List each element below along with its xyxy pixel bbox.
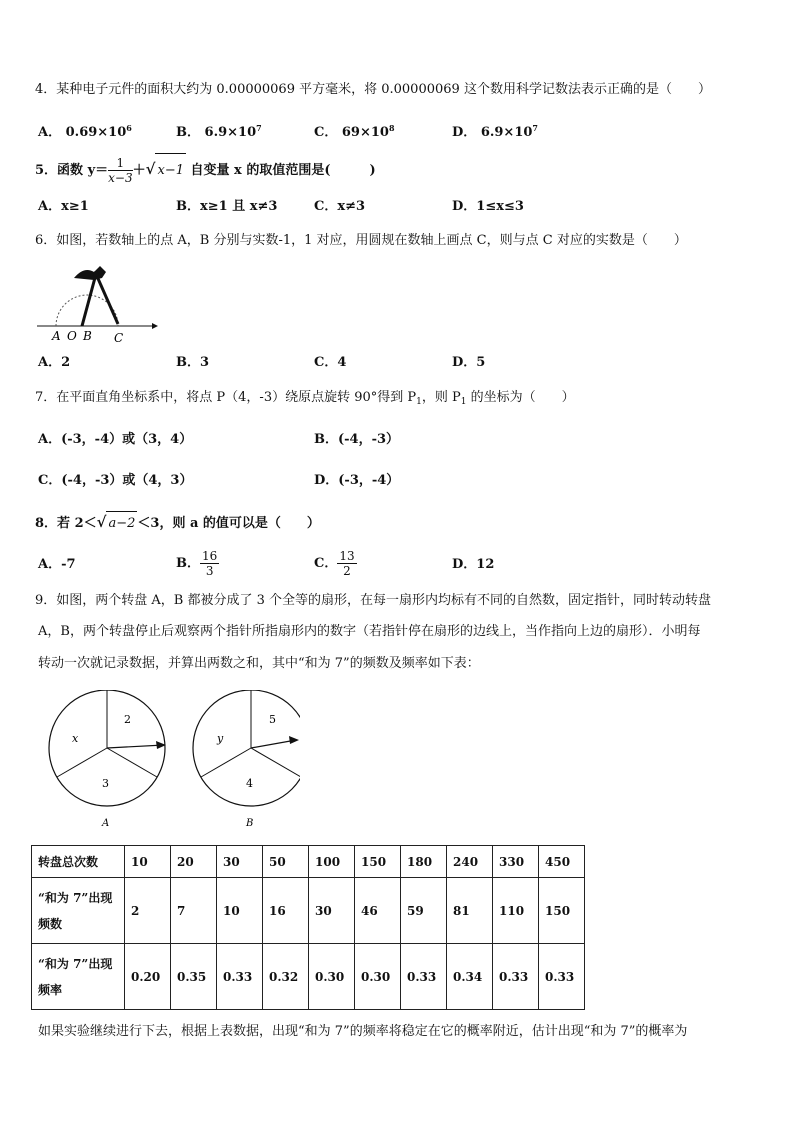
table-cell: 150 — [539, 878, 585, 944]
spinner-a — [49, 690, 166, 829]
table-row-rate — [32, 944, 585, 1010]
table-header-totals: 转盘总次数 — [32, 846, 125, 878]
q5-option-d[interactable]: D．1≤x≤3 — [452, 199, 524, 214]
q6-stem: 6．如图，若数轴上的点 A，B 分别与实数-1，1 对应，用圆规在数轴上画点 C，则与点 C 对应的实数是（ ） — [35, 233, 687, 248]
table-cell: 16 — [263, 878, 309, 944]
q4-stem: 4．某种电子元件的面积大约为 0.00000069 平方毫米，将 0.00000069 这个数用科学记数法表示正确的是（ ） — [35, 82, 711, 97]
q7-stem: 7．在平面直角坐标系中，将点 P（4，-3）绕原点旋转 90°得到 $P_1$，则 $P_1$ 的坐标为（ ） — [35, 390, 575, 407]
q5-option-a[interactable]: A．x≥1 — [38, 199, 89, 214]
table-cell: 0.20 — [125, 944, 171, 1010]
table-cell: 0.33 — [401, 944, 447, 1010]
spinner-b-bottom-number: 4 — [246, 777, 253, 790]
frequency-table — [31, 845, 585, 1010]
compass-leg-right — [96, 274, 118, 324]
table-cell: 0.34 — [447, 944, 493, 1010]
table-cell: 10 — [217, 878, 263, 944]
point-c-label: C — [114, 331, 124, 344]
table-cell: 2 — [125, 878, 171, 944]
q5-sqrt: x−1 — [155, 153, 186, 188]
table-cell: 450 — [539, 846, 585, 878]
table-cell: 50 — [263, 846, 309, 878]
spinner-a-bottom-number: 3 — [102, 777, 109, 790]
table-cell: 0.35 — [171, 944, 217, 1010]
table-cell: 46 — [355, 878, 401, 944]
q8-option-a[interactable]: A．-7 — [38, 557, 76, 572]
table-cell: 30 — [217, 846, 263, 878]
q8-option-d[interactable]: D．12 — [452, 557, 495, 572]
spinner-b — [193, 690, 300, 829]
table-header-rate: “和为 7”出现频率 — [32, 944, 125, 1010]
q7-option-d[interactable]: D．(-3，-4） — [314, 473, 400, 488]
table-cell: 7 — [171, 878, 217, 944]
table-cell: 0.33 — [539, 944, 585, 1010]
table-header-frequency: “和为 7”出现频数 — [32, 878, 125, 944]
table-cell: 240 — [447, 846, 493, 878]
table-cell: 0.33 — [217, 944, 263, 1010]
table-cell: 30 — [309, 878, 355, 944]
q4-option-c[interactable]: C． $69\times 10^8$ — [314, 123, 395, 140]
table-cell: 0.33 — [493, 944, 539, 1010]
q9-line-1: 9．如图，两个转盘 A，B 都被分成了 3 个全等的扇形，在每一扇形内均标有不同的自然数，固定指针，同时转动转盘 — [35, 593, 712, 608]
q5-option-c[interactable]: C．x≠3 — [314, 199, 366, 214]
spinner-b-top-number: 5 — [269, 713, 276, 726]
table-cell: 20 — [171, 846, 217, 878]
table-cell: 180 — [401, 846, 447, 878]
table-cell: 110 — [493, 878, 539, 944]
q7-option-a[interactable]: A．(-3，-4）或（3，4） — [38, 432, 193, 447]
spinner-a-pointer — [107, 745, 164, 748]
table-cell: 100 — [309, 846, 355, 878]
table-cell: 330 — [493, 846, 539, 878]
compass-handle — [74, 266, 106, 280]
q5-fraction: $\frac{1}{x-3}$ — [108, 156, 133, 185]
compass-leg-left — [82, 274, 96, 326]
q9-spinners-figure — [40, 690, 300, 835]
q6-option-d[interactable]: D．5 — [452, 355, 486, 370]
spinner-a-top-number: 2 — [124, 713, 131, 726]
q8-stem: 8．若 2＜√ a−2 ＜3，则 a 的值可以是（ ） — [35, 510, 320, 536]
q8-option-b[interactable]: B． $\frac{16}{3}$ — [176, 549, 218, 578]
point-a-label: A — [52, 329, 61, 343]
point-o-label: O — [67, 329, 77, 343]
q7-option-b[interactable]: B．(-4，-3） — [314, 432, 400, 447]
compass-hinge — [93, 271, 99, 277]
table-row-totals — [32, 846, 585, 878]
spinner-b-pointer — [251, 740, 296, 748]
q8-sqrt: a−2 — [106, 511, 137, 536]
q8-option-c[interactable]: C． $\frac{13}{2}$ — [314, 549, 355, 578]
table-row-frequency — [32, 878, 585, 944]
table-cell: 59 — [401, 878, 447, 944]
q9-line-3: 转动一次就记录数据，并算出两数之和，其中“和为 7”的频数及频率如下表： — [38, 656, 480, 671]
q5-stem: 5．函数 y＝ $\frac{1}{x-3}$ ＋√ x−1 自变量 x 的取值范围是( ) — [35, 152, 376, 188]
q6-option-b[interactable]: B．3 — [176, 355, 210, 370]
spinner-b-left-number: y — [217, 732, 224, 745]
q7-option-c[interactable]: C．(-4，-3）或（4，3） — [38, 473, 193, 488]
table-cell: 81 — [447, 878, 493, 944]
spinner-b-caption: B — [246, 818, 254, 829]
q4-option-a[interactable]: A． $0.69\times 10^6$ — [38, 123, 132, 140]
table-cell: 0.30 — [309, 944, 355, 1010]
spinner-a-left-number: x — [72, 732, 79, 745]
table-cell: 150 — [355, 846, 401, 878]
table-cell: 10 — [125, 846, 171, 878]
q6-option-c[interactable]: C．4 — [314, 355, 347, 370]
spinner-a-caption: A — [102, 818, 110, 829]
q9-conclusion: 如果实验继续进行下去，根据上表数据，出现“和为 7”的频率将稳定在它的概率附近，估计出现“和为 7”的概率为 — [38, 1024, 688, 1039]
table-cell: 0.30 — [355, 944, 401, 1010]
q6-compass-figure — [34, 262, 159, 344]
table-cell: 0.32 — [263, 944, 309, 1010]
number-line-arrow — [152, 323, 158, 329]
q6-option-a[interactable]: A．2 — [38, 355, 71, 370]
q5-option-b[interactable]: B．x≥1 且 x≠3 — [176, 199, 278, 214]
spinner-b-arrowhead — [289, 736, 299, 744]
q9-line-2: A，B，两个转盘停止后观察两个指针所指扇形内的数字（若指针停在扇形的边线上，当作指向上边的扇形）．小明每 — [38, 624, 701, 639]
point-b-label: B — [83, 329, 92, 343]
q4-option-d[interactable]: D． $6.9\times 10^7$ — [452, 123, 538, 140]
q4-option-b[interactable]: B． $6.9\times 10^7$ — [176, 123, 262, 140]
